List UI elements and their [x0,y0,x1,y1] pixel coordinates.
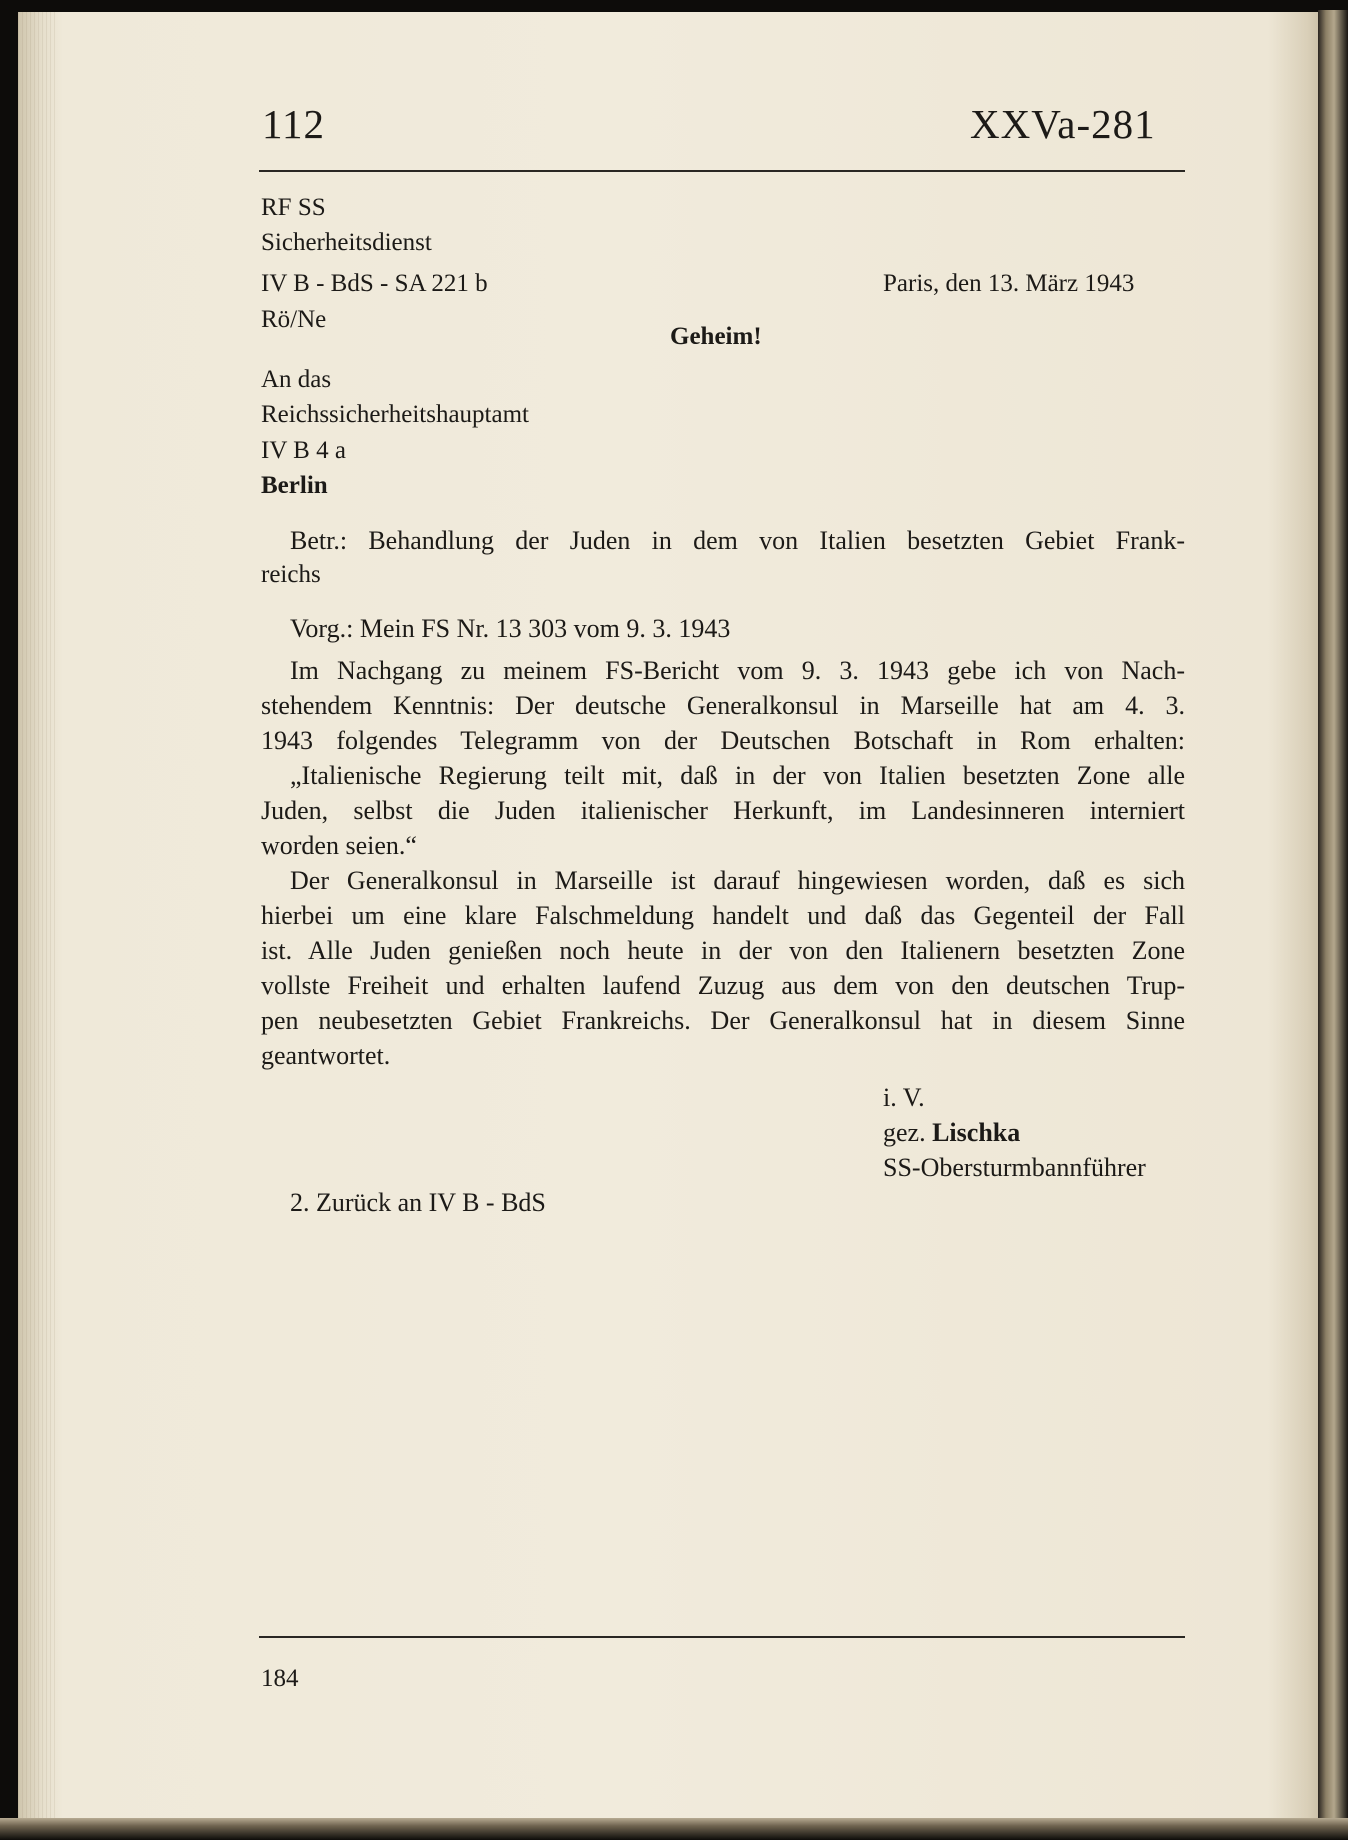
classification-stamp: Geheim! [670,323,762,350]
binding-edge [18,12,58,1822]
sender-line-4: Rö/Ne [261,306,327,333]
recipient-line-2: Reichssicherheitshauptamt [261,401,529,428]
body-p1-line-1: Im Nachgang zu meinem FS-Bericht vom 9. 3. 1943 gebe ich von Nach- [290,656,1185,685]
place-date: Paris, den 13. März 1943 [883,270,1135,297]
document-code: XXVa-281 [970,101,1156,147]
reference-line: Vorg.: Mein FS Nr. 13 303 vom 9. 3. 1943 [290,614,731,643]
body-p2-line-2: hierbei um eine klare Falschmeldung handelt und daß das Gegenteil der Fall [261,901,1185,930]
quote-line-1: „Italienische Regierung teilt mit, daß in der von Italien besetzten Zone alle [290,761,1185,790]
footer-page-number: 184 [261,1665,299,1692]
footer-rule [259,1636,1185,1638]
sender-line-2: Sicherheitsdienst [261,229,432,256]
body-p1-line-3: 1943 folgendes Telegramm von der Deutschen Botschaft in Rom erhalten: [261,726,1185,755]
header-rule [259,170,1185,172]
recipient-line-3: IV B 4 a [261,437,346,464]
body-p2-line-1: Der Generalkonsul in Marseille ist darauf hingewiesen worden, daß es sich [290,866,1185,895]
book-bottom-edge [0,1818,1348,1840]
body-p2-line-4: vollste Freiheit und erhalten laufend Zuzug aus dem von den deutschen Trup- [261,971,1185,1000]
body-p2-line-3: ist. Alle Juden genießen noch heute in der von den Italienern besetzten Zone [261,936,1185,965]
subject-line-2: reichs [261,561,321,588]
quote-line-3: worden seien.“ [261,831,417,860]
sender-line-1: RF SS [261,194,326,221]
signature-iv: i. V. [883,1083,925,1112]
signature-rank: SS-Obersturmbannführer [883,1153,1146,1182]
signature-gez: gez. [883,1118,926,1147]
signature-name: Lischka [932,1118,1021,1147]
quote-line-2: Juden, selbst die Juden italienischer Herkunft, im Landesinneren interniert [261,796,1185,825]
body-p2-line-6: geantwortet. [261,1041,391,1070]
sender-line-3: IV B - BdS - SA 221 b [261,270,488,297]
subject-line-1: Betr.: Behandlung der Juden in dem von Italien besetzten Gebiet Frank- [290,526,1185,555]
header-page-number: 112 [262,101,325,147]
recipient-city: Berlin [261,472,328,499]
recipient-line-1: An das [261,366,332,393]
body-p1-line-2: stehendem Kenntnis: Der deutsche Generalkonsul in Marseille hat am 4. 3. [261,691,1185,720]
body-p2-line-5: pen neubesetzten Gebiet Frankreichs. Der Generalkonsul hat in diesem Sinne [261,1006,1185,1035]
signature-line [883,1118,1020,1148]
routing-note: 2. Zurück an IV B - BdS [290,1188,546,1217]
book-right-edge [1318,10,1348,1830]
